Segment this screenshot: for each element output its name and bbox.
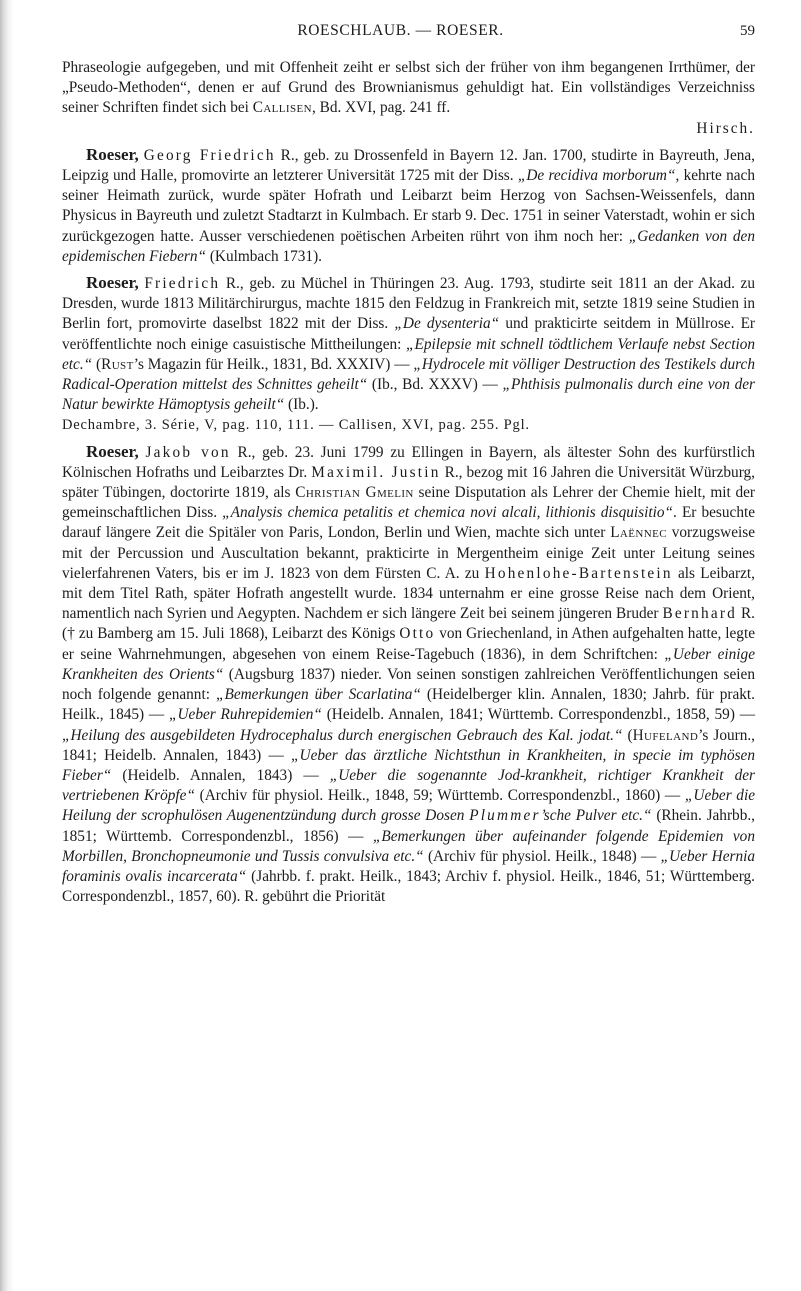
entry-text: (Kulmbach 1731). (206, 247, 322, 265)
work-title: „Ueber Hernia foraminis ovalis incarcerata“ (62, 847, 755, 885)
entry-text: (Heidelb. Annalen, 1843) — (111, 766, 330, 784)
work-title: „Ueber das ärztliche Nichtsthun in Krankheiten, in specie im typhösen Fieber“ (62, 746, 755, 784)
entry-text: (Archiv für physiol. Heilk., 1848) — (423, 847, 661, 865)
entry-text: ( (92, 355, 102, 373)
person-name: Maximil. Justin (311, 463, 441, 481)
entry-text: als Leibarzt, mit dem Titel Rath, später Hofrath angestellt wurde. 1834 unternahm er eine grosse Reise nach dem Orient, namentlich nach Syrien und Aegypten. Nachdem er sich längere Zeit bei seinem jüngeren Bruder (62, 564, 756, 623)
entry-text: R., geb. zu Müchel in Thüringen 23. Aug. 1793, studirte seit 1811 an der Akad. zu Dresden, wurde 1813 Militärchirurgus, machte 1815 den Feldzug in Frankreich mit, setzte 1819 seine Studien in Berlin fort, promovirte daselbst 1822 mit der Diss. (62, 275, 755, 333)
entry-text: (Archiv für physiol. Heilk., 1848, 59; Württemb. Correspondenzbl., 1860) — (194, 787, 685, 805)
work-title: ’sche Pulver etc.“ (540, 807, 652, 825)
entry-roeschlaub-continuation (62, 58, 755, 139)
work-title: „Bemerkungen über aufeinander folgende Epidemien von Morbillen, Bronchopneumonie und Tussis convulsiva etc.“ (62, 827, 755, 865)
page-body (62, 58, 755, 907)
work-title: „Ueber Ruhrepidemien“ (168, 706, 322, 724)
entry-roeser-friedrich (62, 273, 755, 436)
entry-text: , kehrte nach seiner Heimath zurück, wurde später Hofrath und Leibarzt beim Herzog von Sachsen-Weissenfels, dann Physicus in Bayreuth und zuletzt Stadtarzt in Kulmbach. Er starb 9. Dec. 1751 in seiner Vaterstadt, wohin er sich zurückgezogen hatte. Ausser verschiedenen poëtischen Arbeiten rührt von ihm noch her: (62, 167, 755, 245)
entry-text: (Rhein. Jahrbb., 1851; Württemb. Correspondenzbl., 1856) — (62, 807, 755, 845)
entry-given-name: Friedrich (144, 275, 221, 293)
person-name: Plummer (469, 807, 541, 825)
work-title: „Gedanken von den epidemischen Fiebern“ (62, 227, 755, 265)
entry-text: R., geb. zu Drossenfeld in Bayern 12. Jan. 1700, studirte in Bayreuth, Jena, Leipzig und Halle, promovirte an letzterer Universität 1725 mit der Diss. (62, 146, 755, 185)
running-head: ROESCHLAUB. — ROESER. (297, 22, 504, 39)
entry-text: von Griechenland, in Athen aufgehalten hatte, legte er seine Wahrnehmungen, abgesehen von einem Reise-Tagebuch (1836), in dem Schriftchen: (62, 625, 755, 663)
entry-lemma: Roeser, (86, 144, 139, 164)
entry-text: und prakticirte seitdem in Müllrose. Er veröffentlichte noch einige casuistische Mittheilungen: (62, 315, 756, 353)
person-name: Otto (399, 625, 436, 643)
entry-text: (Ib., Bd. XXXV) — (367, 376, 503, 394)
entry-references: Dechambre, 3. Série, V, pag. 110, 111. — Callisen, XVI, pag. 255. Pgl. (62, 417, 530, 434)
person-name: Hohenlohe-Bartenstein (484, 564, 673, 582)
entry-text: ( (622, 726, 633, 744)
entry-roeser-georg-friedrich (62, 145, 755, 267)
work-title: „Bemerkungen über Scarlatina“ (215, 686, 421, 704)
entry-text: . Er besuchte darauf längere Zeit die Spitäler von Paris, London, Berlin und Wien, machte sich unter (62, 504, 756, 542)
entry-lemma: Roeser, (86, 441, 139, 461)
entry-text: (Ib.). (284, 396, 319, 414)
work-title: „Epilepsie mit schnell tödtlichem Verlaufe nebst Section etc.“ (62, 335, 755, 373)
work-title: „Ueber einige Krankheiten des Orients“ (62, 645, 755, 683)
work-title: „Hydrocele mit völliger Destruction des Testikels durch Radical-Operation mittelst des Schnittes geheilt“ (62, 355, 755, 394)
entry-text: vorzugsweise mit der Percussion und Auscultation bekannt, prakticirte in Mergentheim einige Zeit unter Leitung seines vielerfahrenen Vaters, bis er im J. 1823 von dem Fürsten C. A. zu (62, 524, 755, 582)
work-title: „De dysenteria“ (394, 315, 500, 333)
work-title: „Ueber die Heilung der scrophulösen Augenentzündung durch grosse Dosen (62, 787, 755, 825)
entry-text: Phraseologie aufgegeben, und mit Offenheit zeiht er selbst sich der früher von ihm begangenen Irrthümer, der „Pseudo-Methoden“, denen er auf Grund des Brownianismus gehuldigt hat. Ein vollständiges Verzeichniss seiner Schriften findet sich bei (62, 59, 755, 117)
cited-author: Hufeland (632, 726, 699, 744)
entry-text: seine Disputation als Lehrer der Chemie hielt, mit der gemeinschaftlichen Diss. (62, 484, 755, 522)
cited-author: Rust (101, 355, 134, 373)
work-title: „Phthisis pulmonalis durch eine von der Natur bewirkte Hämoptysis geheilt“ (62, 376, 755, 414)
page-gutter-shadow (0, 0, 14, 1291)
work-title: „Analysis chemica petalitis et chemica novi alcali, lithionis disquisitio“ (222, 504, 674, 522)
work-title: „Heilung des ausgebildeten Hydrocephalus durch energischen Gebrauch des Kal. jodat.“ (62, 726, 623, 744)
entry-text: (Heidelb. Annalen, 1841; Württemb. Correspondenzbl., 1858, 59) — (321, 706, 756, 724)
entry-text: , Bd. XVI, pag. 241 ff. (311, 99, 451, 117)
entry-text: ’s Magazin für Heilk., 1831, Bd. XXXIV) — (133, 355, 414, 373)
entry-given-name: Georg Friedrich (143, 146, 276, 164)
cited-author: Christian Gmelin (295, 484, 414, 502)
entry-text: R. († zu Bamberg am 15. Juli 1868), Leibarzt des Königs (62, 605, 755, 643)
person-name: Bernhard (662, 605, 737, 623)
cited-author: Callisen (252, 99, 312, 117)
entry-text: (Augsburg 1837) nieder. Von seinen sonstigen zahlreichen Veröffentlichungen seien noch folgende genannt: (62, 665, 755, 704)
cited-author: Laënnec (610, 524, 667, 542)
article-author-signature: Hirsch. (696, 119, 755, 137)
entry-given-name: Jakob von (145, 443, 231, 461)
work-title: „Ueber die sogenannte Jod-krankheit, richtiger Krankheit der vertriebenen Kröpfe“ (62, 766, 755, 805)
entry-text: (Heidelberger klin. Annalen, 1830; Jahrb. für prakt. Heilk., 1845) — (62, 686, 755, 724)
entry-text: (Jahrbb. f. prakt. Heilk., 1843; Archiv f. physiol. Heilk., 1846, 51; Württemberg. Correspondenzbl., 1857, 60). R. gebührt die Priorität (62, 867, 755, 906)
entry-text: R., geb. 23. Juni 1799 zu Ellingen in Bayern, als ältester Sohn des kurfürstlich Kölnischen Hofraths und Leibarztes Dr. (62, 443, 756, 481)
entry-lemma: Roeser, (86, 273, 139, 293)
work-title: „De recidiva morborum“ (517, 167, 676, 185)
entry-text: R., bezog mit 16 Jahren die Universität Würzburg, später Tübingen, doctorirte 1819, als (62, 463, 755, 502)
entry-roeser-jakob-von (62, 442, 755, 908)
page-number: 59 (740, 23, 755, 39)
entry-text: ’s Journ., 1841; Heidelb. Annalen, 1843) — (62, 726, 756, 764)
